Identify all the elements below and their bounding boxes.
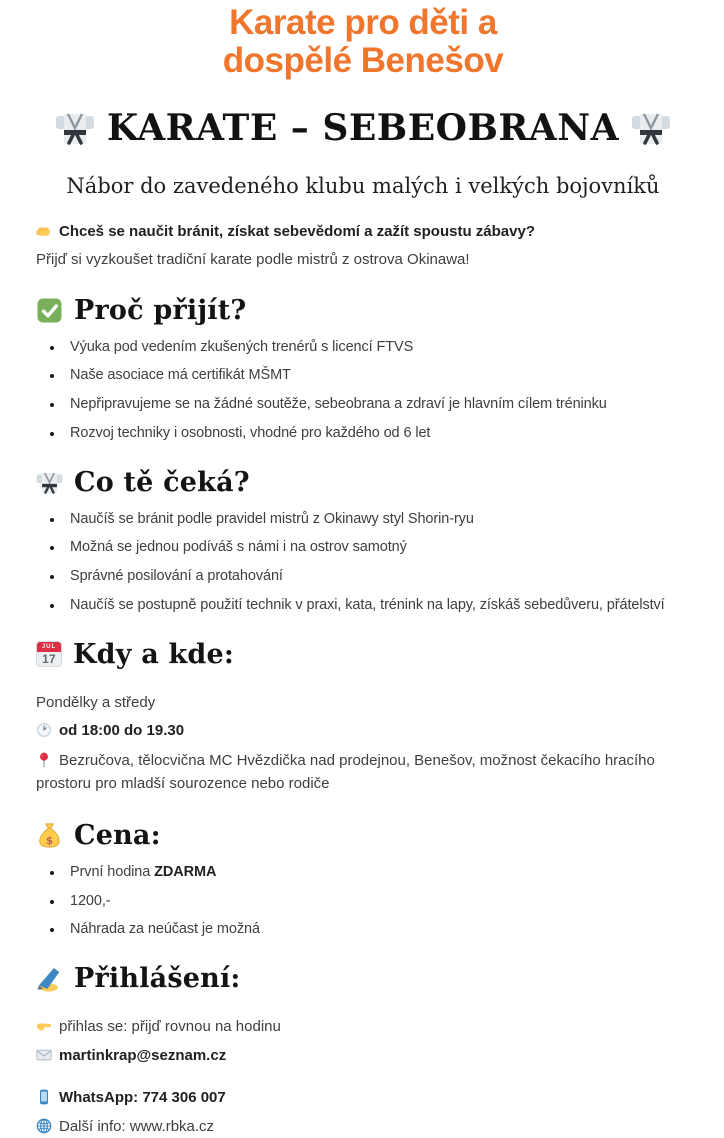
envelope-icon [36,1047,52,1063]
page-title-line2: dospělé Benešov [222,41,504,80]
signup-line-text: přihlas se: přijď rovnou na hodinu [59,1017,281,1035]
globe-icon [36,1118,52,1134]
list-item [64,864,690,881]
why-list [36,339,690,443]
calendar-month: JUL [37,642,61,652]
section-heading-signup-text: Přihlášení: [74,962,241,994]
check-icon [36,297,63,324]
section-heading-when-where-text: Kdy a kde: [73,638,235,670]
intro-invite: Přijď si vyzkoušet tradiční karate podle mistrů z ostrova Okinawa! [36,250,470,268]
main-heading [36,107,690,149]
calendar-day: 17 [42,652,56,667]
list-item: • Výuka pod vedením zkušených trenérů s licencí FTVS [64,339,690,356]
location-line [36,749,690,796]
price-free-prefix: První hodina [70,863,155,880]
schedule-days: Pondělky a středy [36,693,156,711]
fist-icon [36,223,52,239]
list-item: • Možná se jednou podíváš s námi i na ostrov samotný [64,539,690,556]
section-heading-price [36,820,690,851]
subtitle: Nábor do zavedeného klubu malých i velkých bojovníků [66,174,660,198]
list-item: • Naučíš se postupně použití technik v praxi, kata, trénink na lapy, získáš sebedůveru, přátelství [64,597,690,614]
price-list [36,864,690,939]
section-heading-expect [36,467,690,498]
section-heading-expect-text: Co tě čeká? [74,466,250,498]
pin-icon [36,752,52,768]
money-bag-icon [36,822,63,849]
list-item: • Náhrada za neúčast je možná [64,921,690,938]
clock-icon [36,722,52,738]
whatsapp-text: WhatsApp: 774 306 007 [59,1089,226,1107]
karate-gi-icon [36,469,63,496]
section-heading-price-text: Cena: [74,819,161,851]
list-item: • 1200,- [64,893,690,910]
signup-line [36,1016,690,1038]
whatsapp-line [36,1087,690,1109]
section-heading-when-where [36,639,690,670]
price-free-bold: ZDARMA [154,863,217,880]
info-text: Další info: www.rbka.cz [59,1118,215,1136]
schedule-time [36,720,690,742]
karate-gi-icon [55,108,95,148]
point-right-icon [36,1018,52,1034]
section-heading-why [36,295,690,326]
list-item: • Rozvoj techniky i osobnosti, vhodné pro každého od 6 let [64,425,690,442]
page-title [36,4,690,80]
intro-question [36,221,690,243]
writing-hand-icon [36,965,63,992]
email-line [36,1045,690,1067]
list-item: • Naše asociace má certifikát MŠMT [64,367,690,384]
list-item: • Správné posilování a protahování [64,568,690,585]
info-line [36,1116,690,1138]
list-item: • Naučíš se bránit podle pravidel mistrů z Okinawy styl Shorin-ryu [64,511,690,528]
location-text: Bezručova, tělocvična MC Hvězdička nad prodejnou, Benešov, možnost čekacího hracího prostoru pro mladší sourozence nebo rodiče [36,752,655,793]
intro-question-text: Chceš se naučit bránit, získat sebevědomí a zažít spoustu zábavy? [59,223,535,240]
schedule-time-text: od 18:00 do 19.30 [59,722,185,740]
expect-list [36,511,690,615]
phone-icon [36,1089,52,1105]
page-title-line1: Karate pro děti a [229,3,497,42]
karate-gi-icon [631,108,671,148]
svg-text:$: $ [45,834,54,847]
calendar-icon [36,641,62,667]
email-text: martinkrap@seznam.cz [59,1046,227,1064]
section-heading-signup [36,963,690,994]
section-heading-why-text: Proč přijít? [74,294,247,326]
main-heading-text: KARATE – SEBEOBRANA [106,107,620,149]
list-item: • Nepřipravujeme se na žádné soutěže, sebeobrana a zdraví je hlavním cílem tréninku [64,396,690,413]
